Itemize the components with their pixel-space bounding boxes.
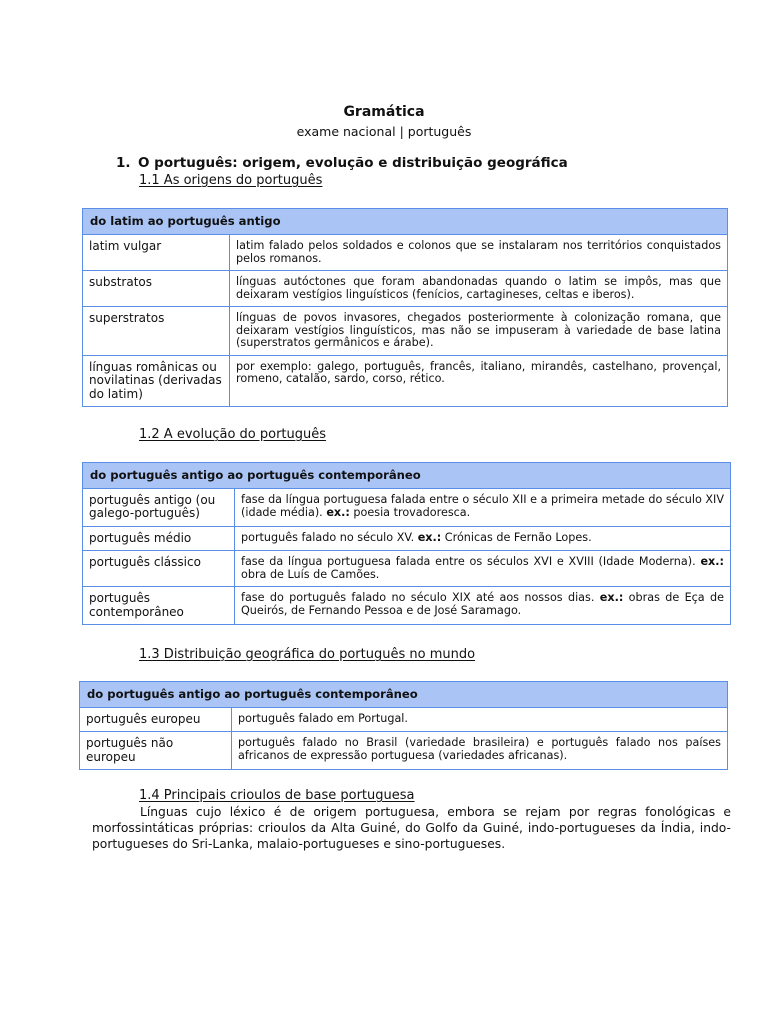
- desc-cell: [235, 526, 731, 550]
- subsection-heading-1-2: 1.2 A evolução do português: [139, 427, 327, 442]
- paragraph-text: Línguas cujo léxico é de origem portuguesa, embora se rejam por regras fonológicas e morfossintáticas próprias: crioulos da Alta Guiné, do Golfo da Guiné, indo-portugueses da Índia, indo-portugueses do Sri-Lanka, malaio-portugueses e sino-portugueses.: [92, 805, 731, 852]
- paragraph-creoles: [92, 804, 731, 853]
- desc-cell: línguas autóctones que foram abandonadas quando o latim se impôs, mas que deixaram vestígios linguísticos (fenícios, cartagineses, celtas e iberos).: [230, 271, 728, 307]
- subsection-heading-1-1: 1.1 As origens do português: [139, 173, 323, 188]
- example-label: ex.:: [599, 591, 624, 605]
- example-label: ex.:: [417, 530, 442, 544]
- subsection-heading-1-4: 1.4 Principais crioulos de base portuguesa: [139, 788, 415, 803]
- desc-cell: línguas de povos invasores, chegados posteriormente à colonização romana, que deixaram vestígios linguísticos, mas não se impuseram à variedade de base latina (superstratos germânicos e árabe).: [230, 307, 728, 356]
- example-text: obra de Luís de Camões.: [241, 567, 380, 581]
- term-cell: línguas românicas ou novilatinas (derivadas do latim): [83, 355, 230, 406]
- term-cell: português europeu: [80, 707, 232, 731]
- example-text: Crónicas de Fernão Lopes.: [444, 530, 592, 544]
- desc-text: português falado no século XV.: [241, 530, 415, 544]
- table-row: [83, 488, 731, 526]
- section-heading: [116, 155, 568, 171]
- table-row: [83, 526, 731, 550]
- term-cell: português contemporâneo: [83, 587, 235, 625]
- page-subtitle: exame nacional | português: [296, 124, 472, 139]
- table-header: do português antigo ao português contemporâneo: [80, 682, 728, 708]
- table-origins: [82, 208, 728, 407]
- desc-cell: [235, 488, 731, 526]
- desc-text: fase da língua portuguesa falada entre o século XII e a primeira metade do século XIV (idade média).: [241, 492, 724, 519]
- table-row: [83, 234, 728, 270]
- term-cell: português clássico: [83, 551, 235, 587]
- table-evolution: [82, 462, 731, 625]
- desc-cell: latim falado pelos soldados e colonos que se instalaram nos territórios conquistados pelos romanos.: [230, 234, 728, 270]
- desc-cell: por exemplo: galego, português, francês, italiano, mirandês, castelhano, provençal, romeno, catalão, sardo, corso, rético.: [230, 355, 728, 406]
- table-row: [80, 707, 728, 731]
- table-row: [83, 307, 728, 356]
- desc-cell: [235, 587, 731, 625]
- desc-cell: português falado em Portugal.: [232, 707, 728, 731]
- subsection-heading-1-3: 1.3 Distribuição geográfica do português no mundo: [139, 647, 476, 662]
- desc-text: fase da língua portuguesa falada entre os séculos XVI e XVIII (Idade Moderna).: [241, 555, 696, 569]
- desc-text: fase do português falado no século XIX até aos nossos dias.: [241, 591, 595, 605]
- term-cell: latim vulgar: [83, 234, 230, 270]
- term-cell: português antigo (ou galego-português): [83, 488, 235, 526]
- section-number: 1.: [116, 155, 131, 171]
- table-row: [83, 271, 728, 307]
- desc-cell: [235, 551, 731, 587]
- table-row: [80, 732, 728, 770]
- term-cell: português médio: [83, 526, 235, 550]
- page-title: Gramática: [343, 104, 425, 120]
- table-row: [83, 551, 731, 587]
- example-text: obras de Eça de Queirós, de Fernando Pessoa e de José Saramago.: [241, 591, 724, 617]
- section-title: O português: origem, evolução e distribuição geográfica: [138, 155, 568, 171]
- table-header: do latim ao português antigo: [83, 209, 728, 235]
- term-cell: português não europeu: [80, 732, 232, 770]
- example-label: ex.:: [700, 555, 724, 569]
- desc-cell: português falado no Brasil (variedade brasileira) e português falado nos países africanos de expressão portuguesa (variedades africanas).: [232, 732, 728, 770]
- example-label: ex.:: [326, 505, 350, 519]
- term-cell: superstratos: [83, 307, 230, 356]
- table-distribution: [79, 681, 728, 770]
- table-header: do português antigo ao português contemporâneo: [83, 463, 731, 489]
- table-row: [83, 355, 728, 406]
- example-text: poesia trovadoresca.: [353, 505, 471, 519]
- term-cell: substratos: [83, 271, 230, 307]
- table-row: [83, 587, 731, 625]
